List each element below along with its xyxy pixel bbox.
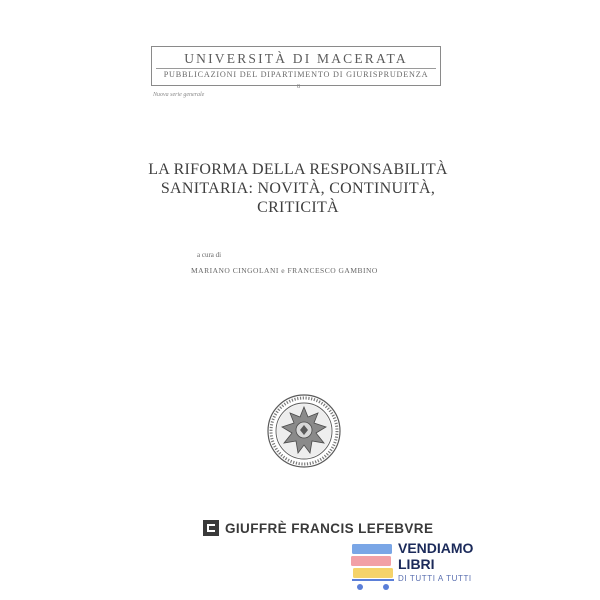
book-stack-icon	[350, 538, 396, 594]
editors-names: MARIANO CINGOLANI e FRANCESCO GAMBINO	[191, 266, 378, 275]
publisher-logo-icon	[203, 520, 219, 536]
watermark-text	[398, 540, 473, 583]
book-title	[145, 160, 451, 217]
editors-intro: a cura di	[197, 251, 222, 259]
series-number: 8	[297, 84, 300, 90]
watermark-line-1: VENDIAMO	[398, 540, 474, 556]
watermark-line-2: LIBRI	[398, 556, 435, 572]
department-name: PUBBLICAZIONI DEL DIPARTIMENTO DI GIURISPRUDENZA	[163, 70, 429, 79]
series-label: Nuova serie generale	[153, 92, 205, 98]
series-header	[151, 46, 441, 86]
university-name: UNIVERSITÀ DI MACERATA	[184, 51, 408, 66]
title-line-1: LA RIFORMA DELLA RESPONSABILITÀ	[148, 161, 448, 178]
vendiamo-libri-watermark	[350, 538, 480, 596]
publisher-logo	[203, 520, 433, 536]
watermark-tagline: DI TUTTI A TUTTI	[398, 574, 472, 583]
university-seal-icon	[266, 393, 342, 469]
title-line-3: CRITICITÀ	[257, 199, 339, 216]
book-cover	[145, 0, 451, 600]
header-divider	[156, 68, 436, 69]
title-line-2: SANITARIA: NOVITÀ, CONTINUITÀ,	[160, 180, 436, 197]
publisher-name: GIUFFRÈ FRANCIS LEFEBVRE	[225, 520, 434, 536]
